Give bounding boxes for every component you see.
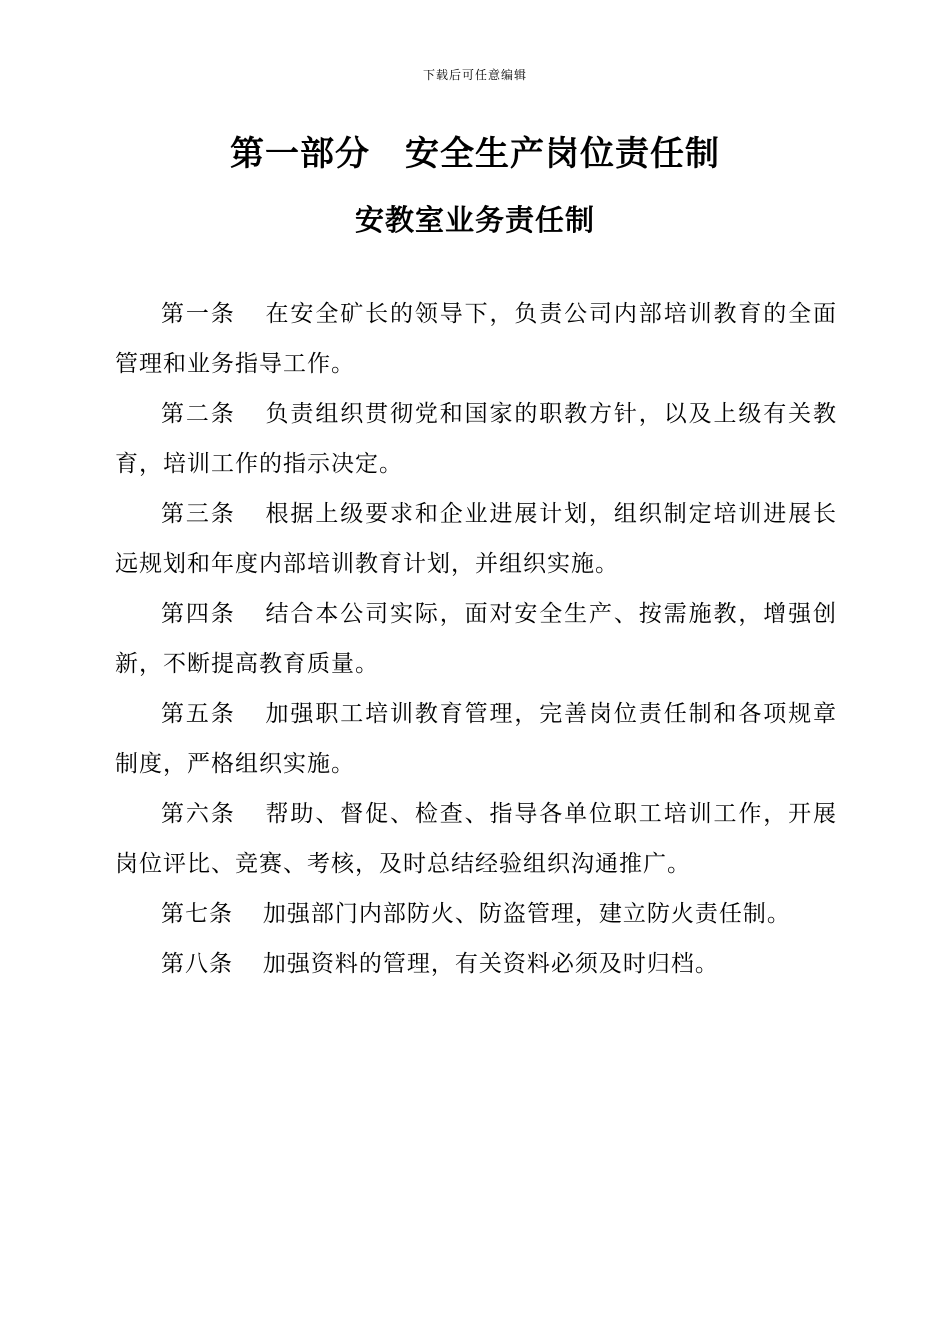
article-number: 第八条	[161, 951, 233, 977]
article-number: 第五条	[161, 701, 236, 727]
article-text: 加强职工培训教育管理，完善岗位责任制和各项规章制度，严格组织实施。	[115, 701, 838, 777]
article-text: 加强部门内部防火、防盗管理，建立防火责任制。	[262, 901, 791, 927]
article-8	[115, 939, 837, 989]
document-title: 第一部分 安全生产岗位责任制	[230, 134, 720, 174]
article-list	[115, 289, 837, 989]
article-number: 第三条	[161, 501, 236, 527]
article-5	[115, 689, 837, 789]
article-number: 第六条	[161, 801, 236, 827]
article-number: 第一条	[161, 301, 236, 327]
article-4	[115, 589, 837, 689]
article-2	[115, 389, 837, 489]
article-text: 根据上级要求和企业进展计划，组织制定培训进展长远规划和年度内部培训教育计划，并组织实施。	[115, 501, 838, 577]
article-7	[115, 889, 837, 939]
article-number: 第七条	[161, 901, 233, 927]
article-text: 加强资料的管理，有关资料必须及时归档。	[262, 951, 719, 977]
header-note: 下载后可任意编辑	[422, 68, 527, 82]
article-text: 结合本公司实际，面对安全生产、按需施教，增强创新，不断提高教育质量。	[115, 601, 838, 677]
article-3	[115, 489, 837, 589]
article-1	[115, 289, 837, 389]
document-subtitle: 安教室业务责任制	[354, 203, 595, 237]
article-6	[115, 789, 837, 889]
article-number: 第二条	[161, 401, 236, 427]
article-number: 第四条	[161, 601, 236, 627]
article-text: 在安全矿长的领导下，负责公司内部培训教育的全面管理和业务指导工作。	[115, 301, 838, 377]
article-text: 帮助、督促、检查、指导各单位职工培训工作，开展岗位评比、竞赛、考核，及时总结经验组织沟通推广。	[115, 801, 838, 877]
article-text: 负责组织贯彻党和国家的职教方针，以及上级有关教育，培训工作的指示决定。	[115, 401, 838, 477]
